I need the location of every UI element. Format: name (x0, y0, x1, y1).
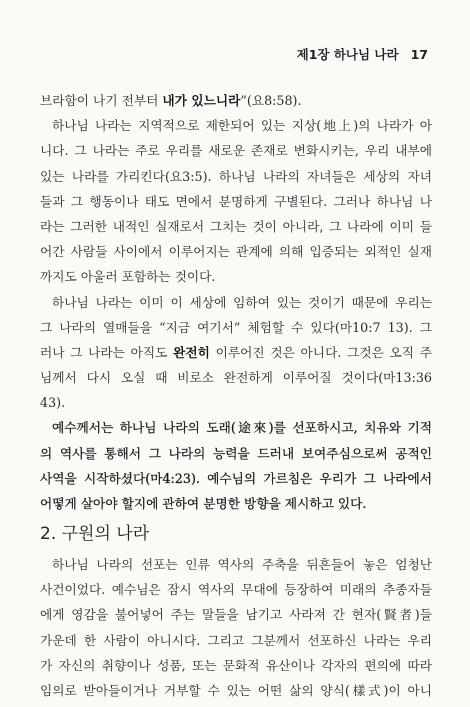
running-head (297, 45, 428, 63)
text-line: 까지도 아울러 포함하는 것이다. (40, 269, 216, 285)
text-segment: 브라함이 나기 전부터 (40, 93, 163, 108)
text-line: 가운데 한 사람이 아니시다. 그리고 그분께서 선포하신 나라는 우리 (40, 632, 432, 648)
text-line: 어간 사람들 사이에서 이루어지는 관계에 의해 입증되는 외적인 실재 (40, 244, 432, 260)
paragraph (40, 290, 432, 416)
text-line: 있는 나라를 가리킨다(요3:5). 하나님 나라의 자녀들은 세상의 자녀 (40, 168, 432, 184)
paragraph (40, 88, 432, 113)
paragraph (40, 552, 432, 703)
emphasized-paragraph (40, 415, 432, 516)
text-line: 니다. 그 나라는 주로 우리를 새로운 존재로 변화시키는, 우리 내부에 (40, 143, 432, 159)
text-line: 예수께서는 하나님 나라의 도래(途來)를 선포하시고, 치유와 기적 (52, 420, 432, 436)
text-line (40, 88, 432, 113)
paragraph (40, 113, 432, 289)
text-line: 님께서 다시 오실 때 비로소 완전하게 이루어질 것이다(마13:36 (40, 370, 432, 386)
text-line: 임의로 받아들이거나 거부할 수 있는 어떤 삶의 양식(樣式)이 아니 (40, 682, 432, 698)
text-line: 사건이었다. 예수님은 잠시 역사의 무대에 등장하여 미래의 추종자들 (40, 582, 432, 598)
text-line: 라는 그러한 내적인 실재로서 그치는 것이 아니라, 그 나라에 이미 들 (40, 218, 432, 234)
chapter-title: 제1장 하나님 나라 (296, 47, 399, 62)
text-segment: 러나 그 나라는 아직도 (40, 344, 174, 360)
text-line: 그 나라의 열매들을 “지금 여기서” 체험할 수 있다(마10:7 13). 그 (40, 319, 432, 335)
section-body-text (40, 552, 432, 703)
text-line: 에게 영감을 불어넣어 주는 말들을 남기고 사라져 간 현자(賢者)들 (40, 607, 432, 623)
section-heading: 2. 구원의 나라 (40, 524, 150, 544)
text-line: 어떻게 살아야 할지에 관하여 분명한 방향을 제시하고 있다. (40, 496, 367, 511)
text-line: 하나님 나라의 선포는 인류 역사의 주축을 뒤흔들어 놓은 엄청난 (52, 557, 432, 572)
text-segment: 이루어진 것은 아니다. 그것은 오직 주 (209, 344, 432, 360)
text-line: 가 자신의 취향이나 성품, 또는 문화적 유산이나 각자의 편의에 따라 (40, 657, 432, 673)
emphasis-text: 완전히 (173, 344, 210, 360)
text-line: 하나님 나라는 이미 이 세상에 임하여 있는 것이기 때문에 우리는 (52, 294, 432, 310)
text-line (40, 340, 432, 365)
text-line: 들과 그 행동이나 태도 면에서 분명하게 구별된다. 그러나 하나님 나 (40, 193, 432, 209)
text-line: 사역을 시작하셨다(마4:23). 예수님의 가르침은 우리가 그 나라에서 (40, 470, 432, 486)
text-line: 의 역사를 통해서 그 나라의 능력을 드러내 보여주심으로써 공적인 (40, 445, 432, 461)
text-segment: ”(요8:58). (240, 93, 302, 108)
text-line: 하나님 나라는 지역적으로 제한되어 있는 지상(地上)의 나라가 아 (52, 118, 432, 134)
emphasis-text: 내가 있느니라 (162, 93, 241, 108)
text-line: 43). (40, 395, 66, 411)
page-number: 17 (410, 47, 428, 62)
body-text (40, 88, 432, 516)
